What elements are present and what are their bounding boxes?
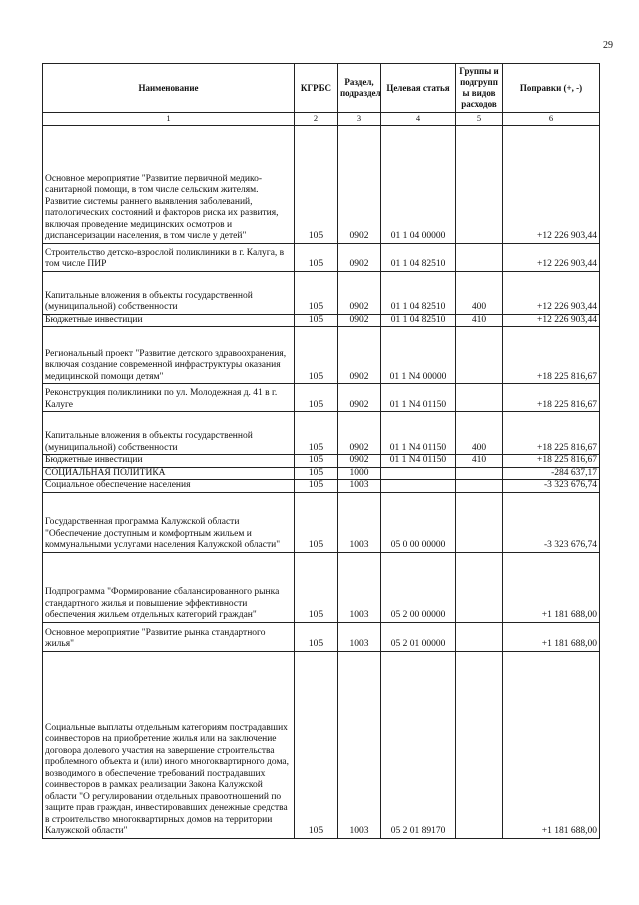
row-section: 0902 [338, 314, 381, 327]
table-row [43, 455, 600, 468]
budget-table [42, 63, 600, 839]
row-section: 1003 [338, 480, 381, 493]
row-group: 400 [456, 412, 503, 455]
row-kgrbs: 105 [295, 651, 338, 838]
row-name: Подпрограмма "Формирование сбалансированного рынка стандартного жилья и повышение эффективности обеспечения жильем отдельных категорий граждан" [43, 552, 295, 622]
column-number: 4 [381, 113, 456, 126]
row-kgrbs: 105 [295, 125, 338, 243]
row-section: 0902 [338, 412, 381, 455]
row-group [456, 622, 503, 651]
row-kgrbs: 105 [295, 552, 338, 622]
row-section: 1003 [338, 651, 381, 838]
row-target: 05 2 01 89170 [381, 651, 456, 838]
row-name: Бюджетные инвестиции [43, 455, 295, 468]
row-group [456, 651, 503, 838]
row-kgrbs: 105 [295, 314, 338, 327]
row-kgrbs: 105 [295, 622, 338, 651]
row-group [456, 552, 503, 622]
row-section: 1003 [338, 492, 381, 552]
row-group [456, 480, 503, 493]
row-target: 01 1 N4 01150 [381, 455, 456, 468]
table-row [43, 480, 600, 493]
row-name: Государственная программа Калужской области "Обеспечение доступным и комфортным жильем и коммунальными услугами населения Калужской области" [43, 492, 295, 552]
row-amount: +12 226 903,44 [503, 243, 600, 271]
row-amount: -3 323 676,74 [503, 480, 600, 493]
row-group: 410 [456, 455, 503, 468]
row-section: 1003 [338, 552, 381, 622]
table-row [43, 552, 600, 622]
row-target: 01 1 04 00000 [381, 125, 456, 243]
row-target: 05 2 00 00000 [381, 552, 456, 622]
row-name: Социальное обеспечение населения [43, 480, 295, 493]
row-name: Строительство детско-взрослой поликлиники в г. Калуга, в том числе ПИР [43, 243, 295, 271]
row-target: 05 0 00 00000 [381, 492, 456, 552]
row-amount: -3 323 676,74 [503, 492, 600, 552]
column-number: 6 [503, 113, 600, 126]
row-name: Социальные выплаты отдельным категориям пострадавших соинвесторов на приобретение жилья или на заключение договора долевого участия на завершение строительства проблемного объекта и (или) иного многоквартирного дома, возводимого в обеспечение требований пострадавших соинвесторов в рамках реализации Закона Калужской области "О регулировании отдельных правоотношений по защите прав граждан, инвестировавших денежные средства в строительство многоквартирных домов на территории Калужской области" [43, 651, 295, 838]
row-target: 01 1 N4 00000 [381, 327, 456, 384]
row-section: 0902 [338, 125, 381, 243]
table-row [43, 651, 600, 838]
row-kgrbs: 105 [295, 243, 338, 271]
row-section: 0902 [338, 327, 381, 384]
row-target [381, 467, 456, 480]
row-kgrbs: 105 [295, 327, 338, 384]
row-group [456, 125, 503, 243]
header-amendments: Поправки (+, -) [503, 64, 600, 113]
row-name: Региональный проект "Развитие детского здравоохранения, включая создание современной инфраструктуры оказания медицинской помощи детям" [43, 327, 295, 384]
row-target: 05 2 01 00000 [381, 622, 456, 651]
table-row [43, 622, 600, 651]
header-name: Наименование [43, 64, 295, 113]
row-target: 01 1 N4 01150 [381, 412, 456, 455]
row-group: 400 [456, 271, 503, 314]
row-amount: -284 637,17 [503, 467, 600, 480]
row-target: 01 1 N4 01150 [381, 384, 456, 412]
row-group [456, 327, 503, 384]
row-kgrbs: 105 [295, 271, 338, 314]
row-name: Бюджетные инвестиции [43, 314, 295, 327]
row-group [456, 467, 503, 480]
row-target: 01 1 04 82510 [381, 243, 456, 271]
table-row [43, 327, 600, 384]
row-amount: +18 225 816,67 [503, 412, 600, 455]
row-amount: +1 181 688,00 [503, 651, 600, 838]
header-groups: Группы и подгрупп ы видов расходов [456, 64, 503, 113]
row-kgrbs: 105 [295, 480, 338, 493]
row-section: 1003 [338, 622, 381, 651]
row-name: Основное мероприятие "Развитие первичной медико-санитарной помощи, в том числе сельским жителям. Развитие системы раннего выявления заболеваний, патологических состояний и факторов риска их развития, включая проведение медицинских осмотров и диспансеризации населения, в том числе у детей" [43, 125, 295, 243]
row-section: 1000 [338, 467, 381, 480]
page-number: 29 [603, 40, 613, 51]
row-amount: +1 181 688,00 [503, 552, 600, 622]
header-kgrbs: КГРБС [295, 64, 338, 113]
row-amount: +1 181 688,00 [503, 622, 600, 651]
column-number: 2 [295, 113, 338, 126]
row-name: Основное мероприятие "Развитие рынка стандартного жилья" [43, 622, 295, 651]
table-row [43, 384, 600, 412]
row-target: 01 1 04 82510 [381, 271, 456, 314]
row-group [456, 384, 503, 412]
row-amount: +12 226 903,44 [503, 125, 600, 243]
table-row [43, 243, 600, 271]
table-row [43, 492, 600, 552]
row-kgrbs: 105 [295, 492, 338, 552]
table-row [43, 125, 600, 243]
column-number: 1 [43, 113, 295, 126]
row-kgrbs: 105 [295, 412, 338, 455]
row-section: 0902 [338, 243, 381, 271]
row-kgrbs: 105 [295, 467, 338, 480]
header-target: Целевая статья [381, 64, 456, 113]
row-name: Капитальные вложения в объекты государственной (муниципальной) собственности [43, 412, 295, 455]
row-name: Капитальные вложения в объекты государственной (муниципальной) собственности [43, 271, 295, 314]
row-group [456, 492, 503, 552]
row-amount: +18 225 816,67 [503, 327, 600, 384]
table-row [43, 467, 600, 480]
table-row [43, 271, 600, 314]
column-number-row [43, 113, 600, 126]
row-target: 01 1 04 82510 [381, 314, 456, 327]
row-kgrbs: 105 [295, 384, 338, 412]
column-number: 5 [456, 113, 503, 126]
row-target [381, 480, 456, 493]
row-section: 0902 [338, 271, 381, 314]
table-row [43, 314, 600, 327]
row-section: 0902 [338, 384, 381, 412]
row-kgrbs: 105 [295, 455, 338, 468]
row-amount: +18 225 816,67 [503, 455, 600, 468]
row-amount: +18 225 816,67 [503, 384, 600, 412]
row-name: СОЦИАЛЬНАЯ ПОЛИТИКА [43, 467, 295, 480]
row-section: 0902 [338, 455, 381, 468]
row-group [456, 243, 503, 271]
row-name: Реконструкция поликлиники по ул. Молодежная д. 41 в г. Калуге [43, 384, 295, 412]
row-amount: +12 226 903,44 [503, 314, 600, 327]
column-number: 3 [338, 113, 381, 126]
row-amount: +12 226 903,44 [503, 271, 600, 314]
row-group: 410 [456, 314, 503, 327]
table-row [43, 412, 600, 455]
header-section: Раздел, подраздел [338, 64, 381, 113]
